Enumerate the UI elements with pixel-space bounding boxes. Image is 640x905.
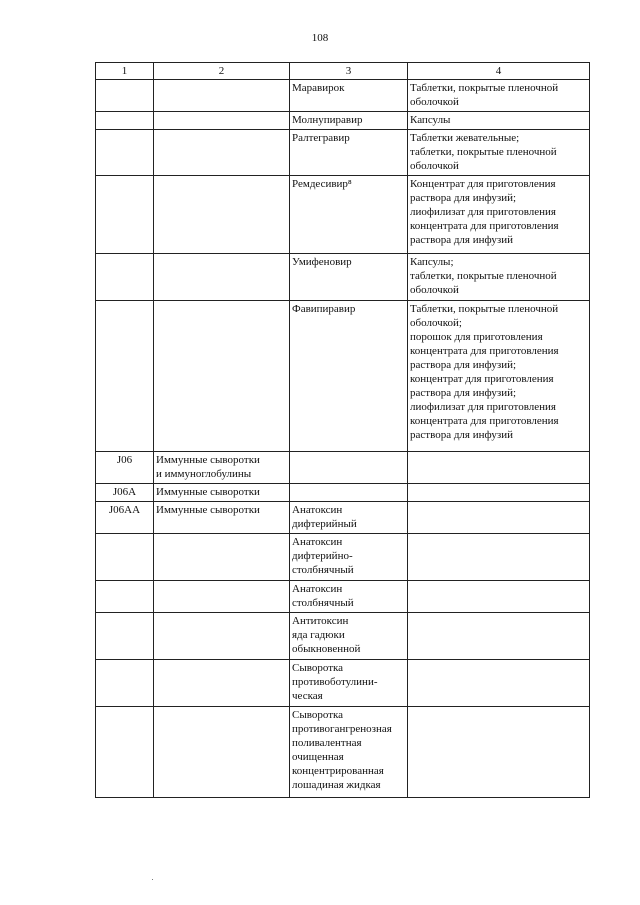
group-name-cell: Иммунные сыворотки — [154, 484, 290, 502]
group-name-cell — [154, 301, 290, 452]
dosage-form-cell — [408, 707, 590, 798]
medicines-table — [95, 62, 590, 798]
dosage-form-cell — [408, 613, 590, 660]
atc-code-cell: J06 — [96, 452, 154, 484]
table-row — [96, 660, 590, 707]
table-header-row — [96, 63, 590, 80]
dosage-form-cell: Таблетки, покрытые пленочной оболочкой; порошок для приготовления концентрата для приготовления раствора для инфузий; концентрат для приготовления раствора для инфузий; лиофилизат для приготовления концентрата для приготовления раствора для инфузий — [408, 301, 590, 452]
table-row — [96, 707, 590, 798]
table-row — [96, 80, 590, 112]
scan-speck — [152, 879, 153, 880]
table-row — [96, 502, 590, 534]
dosage-form-cell: Капсулы; таблетки, покрытые пленочной оболочкой — [408, 254, 590, 301]
table-row — [96, 534, 590, 581]
atc-code-cell: J06AA — [96, 502, 154, 534]
table-row — [96, 452, 590, 484]
dosage-form-cell — [408, 502, 590, 534]
header-col-4: 4 — [408, 63, 590, 80]
group-name-cell — [154, 176, 290, 254]
atc-code-cell — [96, 254, 154, 301]
atc-code-cell — [96, 660, 154, 707]
drug-name-cell — [290, 484, 408, 502]
table-row — [96, 254, 590, 301]
group-name-cell — [154, 254, 290, 301]
drug-name-cell: Маравирок — [290, 80, 408, 112]
header-col-3: 3 — [290, 63, 408, 80]
group-name-cell — [154, 130, 290, 176]
dosage-form-cell — [408, 581, 590, 613]
drug-name-cell: Анатоксин столбнячный — [290, 581, 408, 613]
page-number: 108 — [311, 32, 329, 44]
drug-name-cell: Молнупиравир — [290, 112, 408, 130]
drug-name-cell — [290, 452, 408, 484]
table-row — [96, 581, 590, 613]
drug-name-cell: Умифеновир — [290, 254, 408, 301]
atc-code-cell — [96, 130, 154, 176]
group-name-cell — [154, 707, 290, 798]
table-row — [96, 613, 590, 660]
table-row — [96, 112, 590, 130]
group-name-cell — [154, 660, 290, 707]
atc-code-cell — [96, 534, 154, 581]
table-row — [96, 176, 590, 254]
drug-name-cell: Фавипиравир — [290, 301, 408, 452]
group-name-cell — [154, 80, 290, 112]
atc-code-cell — [96, 613, 154, 660]
atc-code-cell: J06A — [96, 484, 154, 502]
dosage-form-cell: Концентрат для приготовления раствора для инфузий; лиофилизат для приготовления концентрата для приготовления раствора для инфузий — [408, 176, 590, 254]
header-col-1: 1 — [96, 63, 154, 80]
group-name-cell — [154, 112, 290, 130]
group-name-cell — [154, 613, 290, 660]
header-col-2: 2 — [154, 63, 290, 80]
dosage-form-cell — [408, 484, 590, 502]
atc-code-cell — [96, 581, 154, 613]
atc-code-cell — [96, 176, 154, 254]
group-name-cell: Иммунные сыворотки и иммуноглобулины — [154, 452, 290, 484]
dosage-form-cell: Капсулы — [408, 112, 590, 130]
atc-code-cell — [96, 112, 154, 130]
table-row — [96, 484, 590, 502]
drug-name-cell: Анатоксин дифтерийно- столбнячный — [290, 534, 408, 581]
dosage-form-cell — [408, 534, 590, 581]
atc-code-cell — [96, 301, 154, 452]
dosage-form-cell — [408, 452, 590, 484]
table-row — [96, 130, 590, 176]
dosage-form-cell: Таблетки жевательные; таблетки, покрытые пленочной оболочкой — [408, 130, 590, 176]
drug-name-cell: Ралтегравир — [290, 130, 408, 176]
drug-name-cell: Ремдесивир⁸ — [290, 176, 408, 254]
dosage-form-cell — [408, 660, 590, 707]
dosage-form-cell: Таблетки, покрытые пленочной оболочкой — [408, 80, 590, 112]
atc-code-cell — [96, 80, 154, 112]
group-name-cell: Иммунные сыворотки — [154, 502, 290, 534]
group-name-cell — [154, 534, 290, 581]
atc-code-cell — [96, 707, 154, 798]
group-name-cell — [154, 581, 290, 613]
table-row — [96, 301, 590, 452]
drug-name-cell: Сыворотка противогангренозная поливалентная очищенная концентрированная лошадиная жидкая — [290, 707, 408, 798]
drug-name-cell: Антитоксин яда гадюки обыкновенной — [290, 613, 408, 660]
drug-name-cell: Анатоксин дифтерийный — [290, 502, 408, 534]
drug-name-cell: Сыворотка противоботулини- ческая — [290, 660, 408, 707]
